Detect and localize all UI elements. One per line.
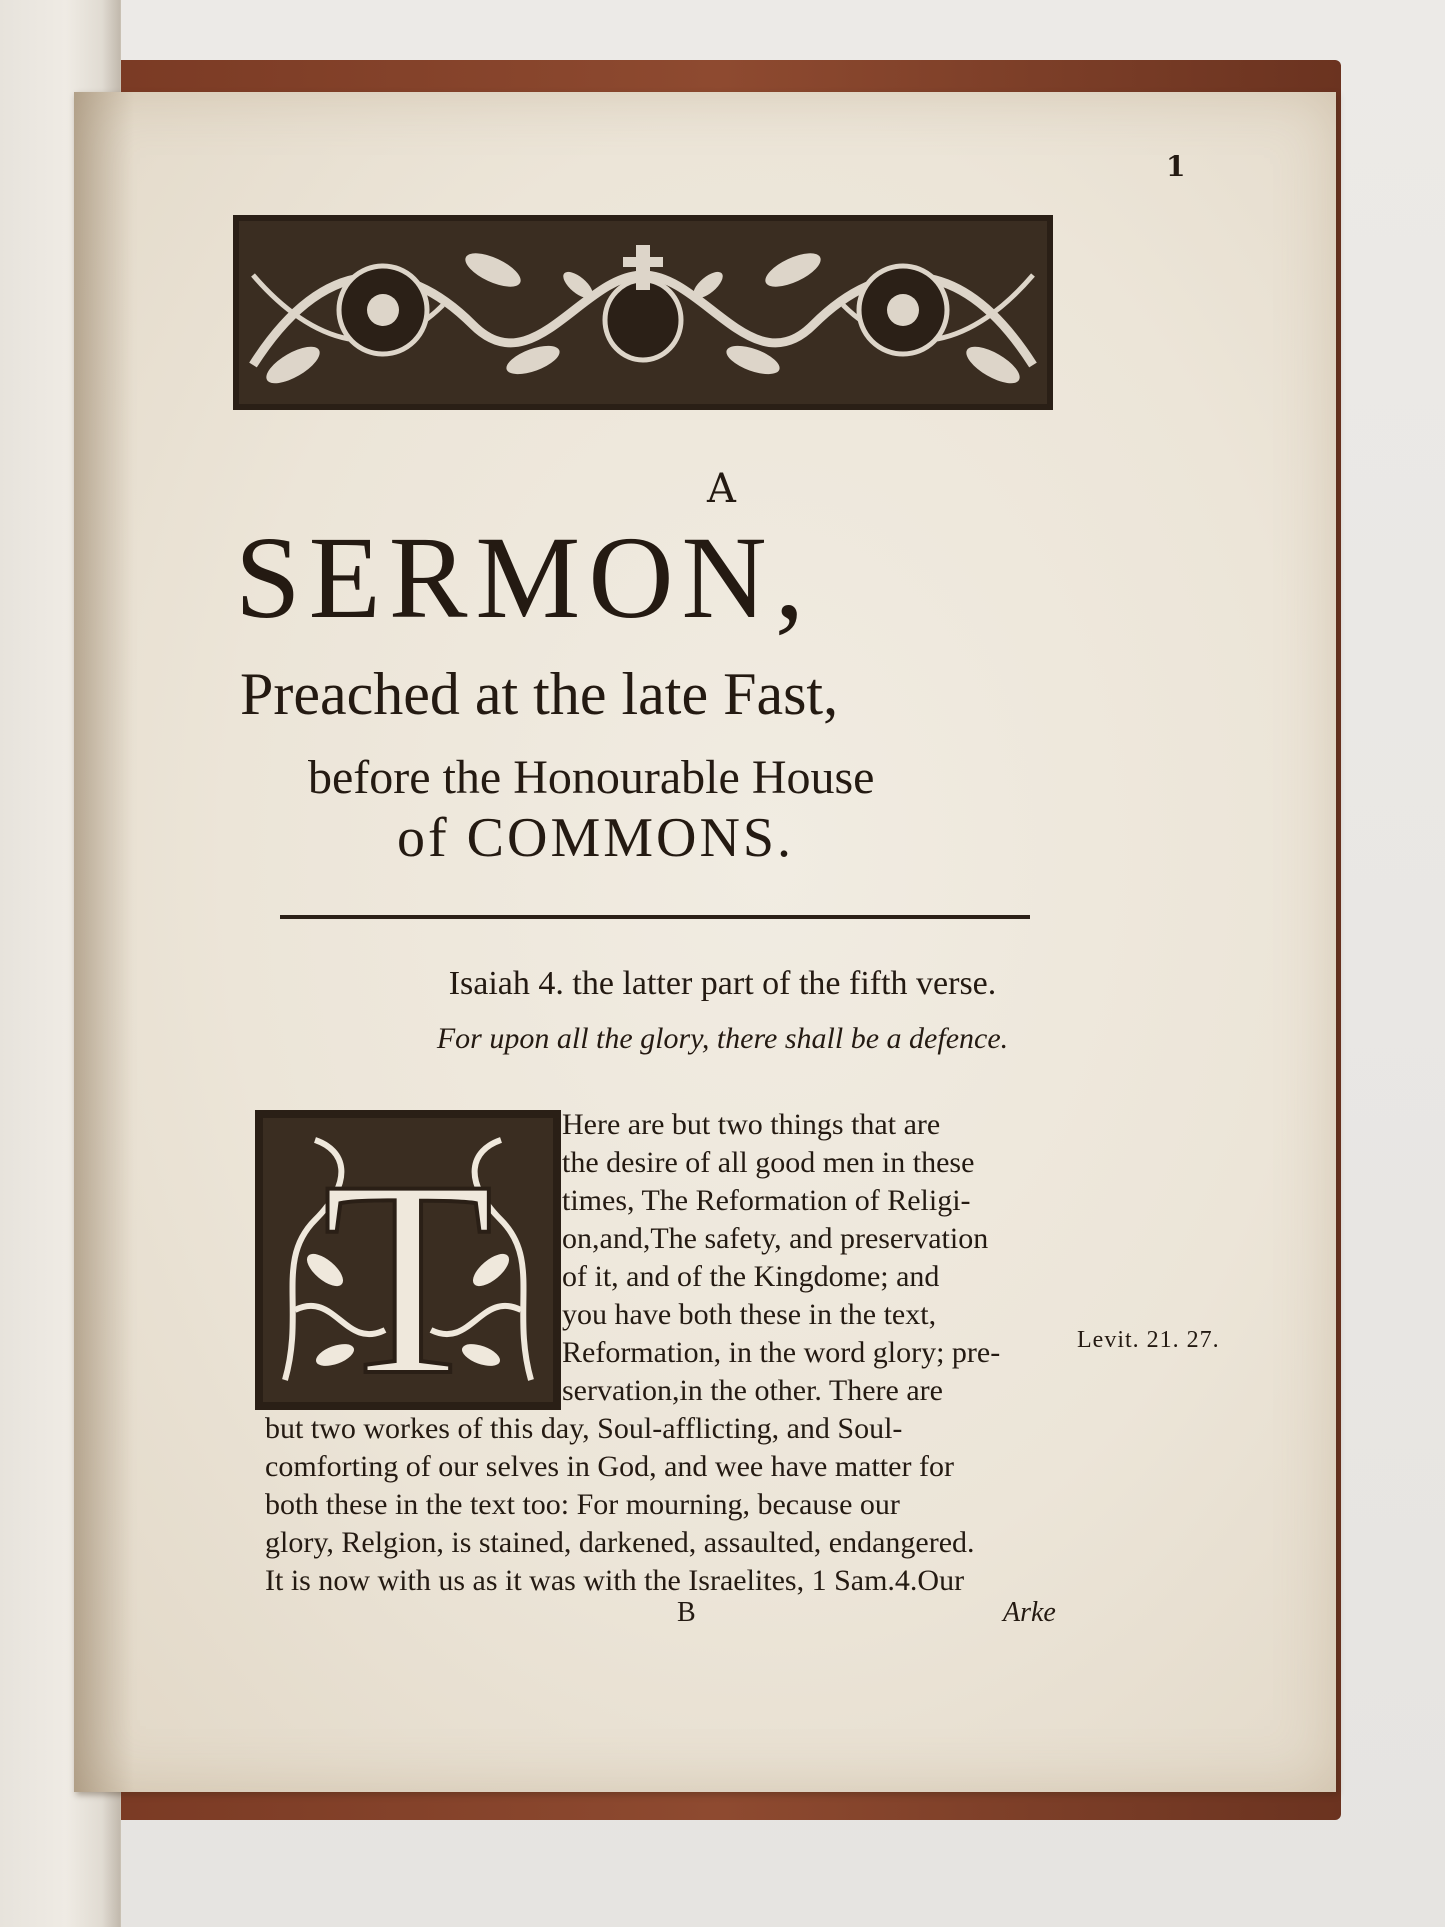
body-line: servation,in the other. There are xyxy=(562,1374,943,1407)
signature-mark: B xyxy=(677,1597,696,1628)
scripture-reference: Isaiah 4. the latter part of the fifth verse. xyxy=(448,965,997,1002)
margin-note: Levit. 21. 27. xyxy=(1077,1327,1220,1353)
title-audience: before the Honourable House xyxy=(308,751,875,804)
scripture-verse: For upon all the glory, there shall be a defence. xyxy=(436,1022,1009,1055)
horizontal-rule xyxy=(280,915,1030,919)
body-line: but two workes of this day, Soul-afflicting, and Soul- xyxy=(265,1412,903,1445)
body-line: It is now with us as it was with the Israelites, 1 Sam.4.Our xyxy=(265,1564,965,1597)
woodcut-headpiece-ornament xyxy=(233,215,1053,410)
drop-cap-letter: T xyxy=(322,1122,494,1410)
body-line: you have both these in the text, xyxy=(562,1298,937,1331)
body-line: Reformation, in the word glory; pre- xyxy=(562,1336,1001,1369)
spine-shadow xyxy=(74,92,134,1792)
body-line: glory, Relgion, is stained, darkened, assaulted, endangered. xyxy=(265,1526,975,1559)
decorated-drop-cap xyxy=(255,1110,561,1410)
title-article: A xyxy=(707,466,738,512)
title-commons: of COMMONS. xyxy=(397,807,795,869)
body-line: of it, and of the Kingdome; and xyxy=(562,1260,940,1293)
body-line: both these in the text too: For mourning, because our xyxy=(265,1488,900,1521)
body-line: comforting of our selves in God, and wee have matter for xyxy=(265,1450,954,1483)
body-line: Here are but two things that are xyxy=(562,1108,941,1141)
catchword: Arke xyxy=(1003,1597,1056,1628)
body-line: on,and,The safety, and preservation xyxy=(562,1222,989,1255)
title-sermon: SERMON, xyxy=(235,512,813,643)
title-subtitle: Preached at the late Fast, xyxy=(240,661,839,727)
body-line: the desire of all good men in these xyxy=(562,1146,975,1179)
body-line: times, The Reformation of Religi- xyxy=(562,1184,971,1217)
page-number: 1 xyxy=(1166,150,1186,183)
